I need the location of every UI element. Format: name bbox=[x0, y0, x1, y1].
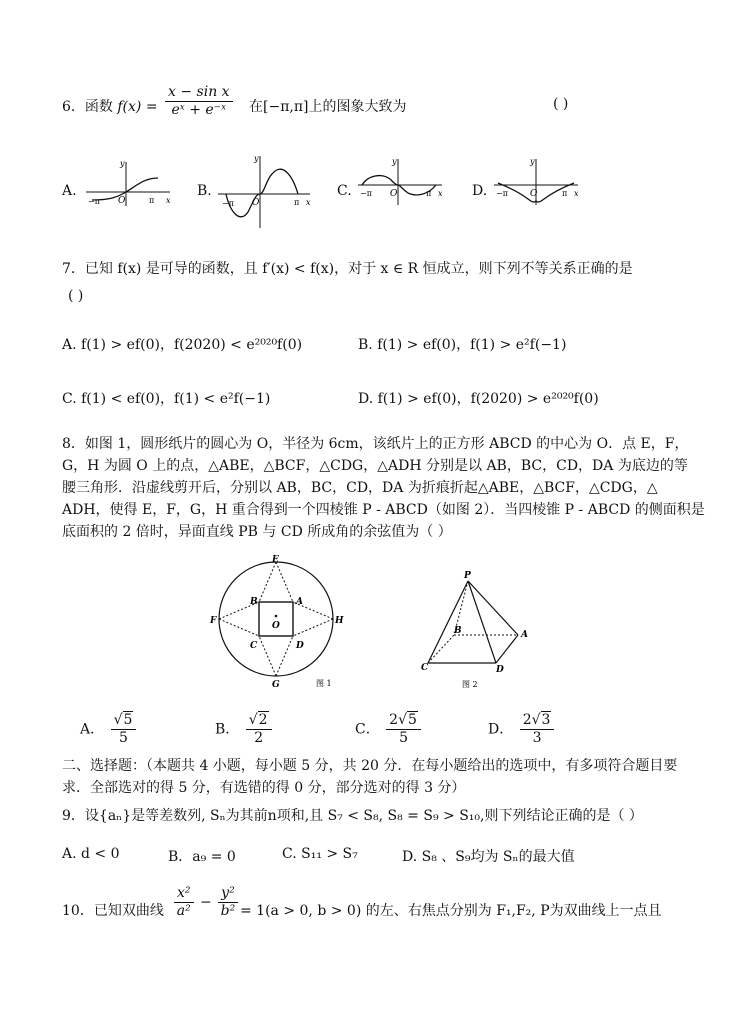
q9-option-b: B．a₉ = 0 bbox=[168, 849, 236, 865]
neg-pi-label: −π bbox=[222, 199, 234, 208]
center-dot bbox=[275, 615, 278, 618]
q6-option-c-label: C. bbox=[337, 183, 352, 199]
q10-minus: − bbox=[199, 894, 212, 911]
x-label: x bbox=[438, 189, 443, 198]
q6-option-d-label: D. bbox=[472, 183, 488, 199]
label-c: C bbox=[250, 641, 258, 651]
q8-option-d: D． $\frac{2√3}{3}$ bbox=[488, 712, 556, 747]
label-o: O bbox=[272, 621, 280, 631]
label-h: H bbox=[335, 616, 344, 626]
label-e: E bbox=[272, 555, 279, 565]
q7-option-a: A. f(1) > ef(0)，f(2020) < e²⁰²⁰f(0) bbox=[62, 337, 303, 353]
circle-o bbox=[219, 562, 333, 676]
x-label: x bbox=[306, 198, 311, 207]
section2-line2: 求．全部选对的得 5 分，有选错的得 0 分，部分选对的得 3 分） bbox=[62, 780, 466, 796]
q8-option-a-radicand: 5 bbox=[123, 712, 133, 728]
q9-option-a: A. d < 0 bbox=[62, 846, 120, 862]
q8-option-d-den: 3 bbox=[532, 729, 542, 746]
q8-option-c: C． $\frac{2√5}{5}$ bbox=[355, 712, 423, 747]
q8-option-a-label: A． bbox=[80, 721, 105, 738]
label-d: D bbox=[296, 641, 304, 651]
q6-graph-d bbox=[490, 155, 582, 207]
q6-frac-num: x − sin x bbox=[165, 84, 233, 102]
q8-option-d-coef: 2 bbox=[522, 712, 532, 728]
q10-frac2-den: b² bbox=[220, 902, 236, 919]
x-label: x bbox=[166, 196, 171, 205]
label-p: P bbox=[464, 571, 471, 581]
q6-graph-b bbox=[214, 152, 314, 230]
x-label: x bbox=[574, 189, 579, 198]
section2-line1: 二、选择题：（本题共 4 小题，每小题 5 分，共 20 分．在每小题给出的选项中，有多项符合题目要 bbox=[62, 758, 678, 774]
q8-option-b-radicand: 2 bbox=[258, 712, 268, 728]
neg-pi-label: −π bbox=[360, 189, 372, 198]
figure-2-caption: 图 2 bbox=[462, 680, 478, 689]
origin-label: O bbox=[390, 189, 398, 199]
origin-label: O bbox=[252, 198, 260, 208]
q8-option-c-label: C． bbox=[355, 721, 380, 738]
q8-option-c-den: 5 bbox=[399, 729, 409, 746]
label-d: D bbox=[496, 665, 504, 675]
q8-option-d-radicand: 3 bbox=[541, 712, 551, 728]
q8-option-a: A． $\frac{√5}{5}$ bbox=[80, 712, 138, 747]
neg-pi-label: −π bbox=[496, 189, 508, 198]
pi-label: π bbox=[562, 189, 568, 198]
q7-option-d: D. f(1) > ef(0)，f(2020) > e²⁰²⁰f(0) bbox=[358, 391, 599, 407]
figure-1-caption: 图 1 bbox=[316, 679, 332, 688]
label-f: F bbox=[210, 616, 217, 626]
q6-frac-den: eˣ + e⁻ˣ bbox=[171, 101, 227, 118]
q6-fx: f(x) = bbox=[117, 99, 158, 115]
q8-option-d-label: D． bbox=[488, 721, 514, 738]
origin-label: O bbox=[530, 189, 538, 199]
q7-option-c: C. f(1) < ef(0)，f(1) < e²f(−1) bbox=[62, 391, 271, 407]
q6-option-a-label: A. bbox=[62, 183, 77, 199]
label-b: B bbox=[250, 597, 258, 607]
q8-line4: ADH，使得 E，F，G，H 重合得到一个四棱锥 P - ABCD（如图 2）．当四棱锥 P - ABCD 的侧面积是 bbox=[62, 502, 705, 518]
q8-line2: G，H 为圆 O 上的点，△ABE，△BCF，△CDG，△ADH 分别是以 AB，BC，CD，DA 为底边的等 bbox=[62, 458, 688, 474]
pi-label: π bbox=[149, 196, 155, 205]
origin-label: O bbox=[118, 196, 126, 206]
q10-frac1-den: a² bbox=[176, 902, 191, 919]
pi-label: π bbox=[294, 198, 300, 207]
q8-line3: 腰三角形．沿虚线剪开后，分别以 AB，BC，CD，DA 为折痕折起△ABE，△BCF，△CDG，△ bbox=[62, 480, 658, 496]
q6-graph-c bbox=[354, 155, 446, 207]
y-label: y bbox=[120, 159, 125, 168]
label-b: B bbox=[454, 626, 462, 636]
q8-option-c-radicand: 5 bbox=[408, 712, 417, 728]
q6-paren: ( ) bbox=[553, 96, 569, 112]
q8-option-b-label: B． bbox=[215, 721, 240, 738]
q8-option-b-den: 2 bbox=[254, 729, 264, 746]
q8-option-b: B． $\frac{√2}{2}$ bbox=[215, 712, 274, 747]
figure-2 bbox=[418, 567, 530, 692]
curve bbox=[226, 169, 298, 217]
y-label: y bbox=[254, 154, 259, 163]
q10-post: = 1(a > 0, b > 0) 的左、右焦点分别为 F₁,F₂, P为双曲线上一点且 bbox=[240, 903, 662, 919]
y-label: y bbox=[530, 157, 535, 166]
q6-fraction bbox=[163, 84, 235, 119]
label-c: C bbox=[421, 663, 429, 673]
label-g: G bbox=[272, 680, 280, 690]
q6-graph-a bbox=[82, 158, 174, 208]
q9-option-c: C. S₁₁ > S₇ bbox=[282, 846, 358, 862]
pi-label: π bbox=[426, 189, 432, 198]
label-a: A bbox=[521, 630, 528, 640]
q10-frac1-num: x² bbox=[174, 885, 194, 903]
q9-option-d: D. S₈ 、S₉均为 Sₙ的最大值 bbox=[402, 849, 575, 865]
q7-option-b: B. f(1) > ef(0)，f(1) > e²f(−1) bbox=[358, 337, 567, 353]
figure-1 bbox=[208, 552, 348, 690]
q6-number: 6．函数 bbox=[62, 99, 113, 115]
q7-paren: ( ) bbox=[68, 288, 84, 304]
q10-frac2-num: y² bbox=[218, 885, 238, 903]
q8-line1: 8．如图 1，圆形纸片的圆心为 O，半径为 6cm，该纸片上的正方形 ABCD 的中心为 O．点 E，F， bbox=[62, 436, 689, 452]
q6-stem bbox=[62, 96, 158, 116]
q8-option-a-den: 5 bbox=[119, 729, 128, 746]
q6-option-b-label: B. bbox=[197, 183, 212, 199]
y-label: y bbox=[392, 157, 397, 166]
q10-equation bbox=[172, 885, 240, 920]
label-a: A bbox=[296, 597, 303, 607]
q8-line5: 底面积的 2 倍时，异面直线 PB 与 CD 所成角的余弦值为（ ） bbox=[62, 524, 452, 540]
q8-option-c-coef: 2 bbox=[389, 712, 399, 728]
q9-stem: 9．设{aₙ}是等差数列, Sₙ为其前n项和,且 S₇ < S₈, S₈ = S₉ > S₁₀,则下列结论正确的是（ ） bbox=[62, 808, 643, 824]
neg-pi-label: −π bbox=[88, 197, 100, 206]
q6-interval: 在[−π,π]上的图象大致为 bbox=[249, 99, 407, 115]
q7-stem: 7．已知 f(x) 是可导的函数，且 f′(x) < f(x)，对于 x ∈ R 恒成立，则下列不等关系正确的是 bbox=[62, 261, 633, 277]
q10-pre: 10．已知双曲线 bbox=[62, 903, 164, 919]
